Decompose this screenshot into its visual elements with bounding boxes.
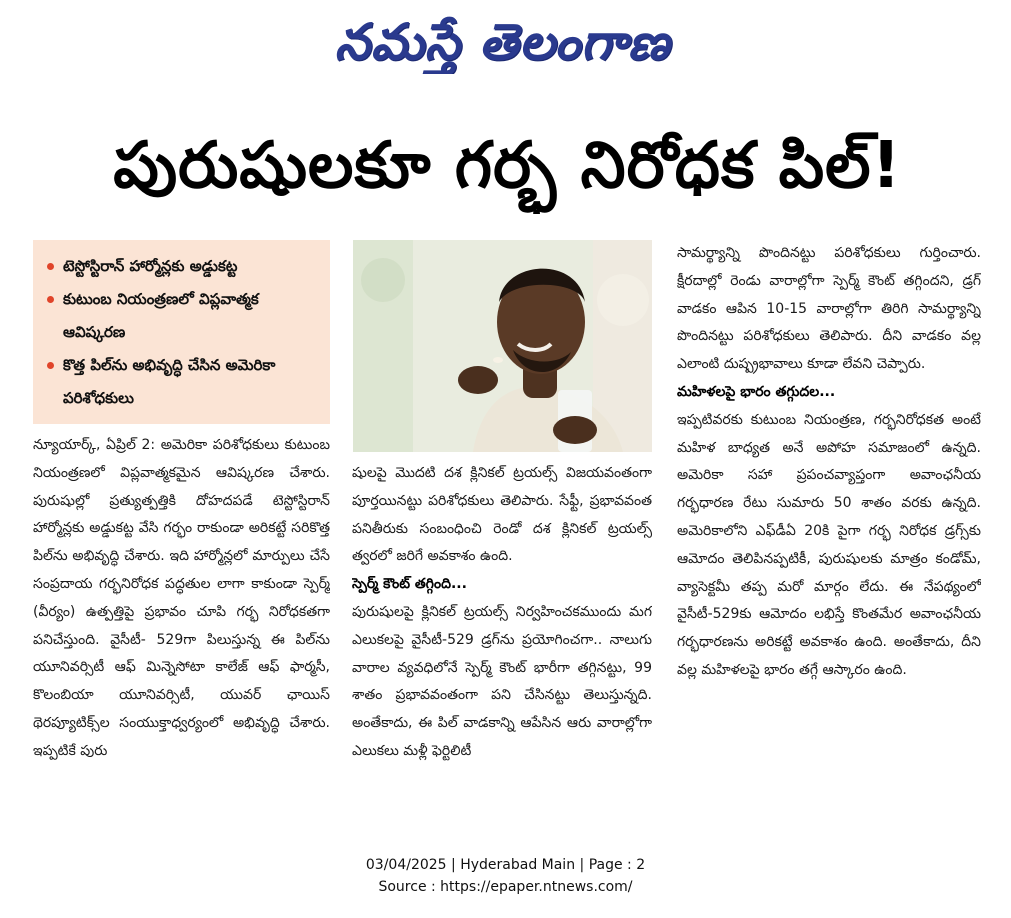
bullet-icon <box>47 263 54 270</box>
highlight-item <box>45 250 322 283</box>
article-column-3 <box>677 240 981 832</box>
bullet-icon <box>47 296 54 303</box>
highlight-text: టెస్టోస్టిరాన్‌ హార్మోన్లకు అడ్డుకట్ట <box>63 257 238 275</box>
newspaper-masthead: నమస్తే తెలంగాణ <box>334 13 671 71</box>
edition-info: 03/04/2025 | Hyderabad Main | Page : 2 <box>365 857 646 873</box>
highlight-item <box>45 349 322 415</box>
paragraph: పురుషులపై క్లినికల్‌ ట్రయల్స్‌ నిర్వహించకముందు మగ ఎలుకలపై వైసీటీ-529 డ్రగ్‌ను ప్రయోగించగా.. నాలుగు వారాల వ్యవధిలోనే స్పెర్మ్‌ కౌంట్‌ భారీగా తగ్గినట్టు, 99 శాతం ప్రభావవంతంగా పని చేసినట్టు తెలుస్తున్నది. అంతేకాదు, ఈ పిల్‌ వాడకాన్ని ఆపేసిన ఆరు వారాల్లోగా ఎలుకలు మళ్లీ ఫెర్టిలిటీ <box>352 603 652 759</box>
highlights-box <box>33 240 330 424</box>
article-column-2 <box>352 460 652 832</box>
highlight-item <box>45 283 322 349</box>
source-link[interactable]: Source : https://epaper.ntnews.com/ <box>378 879 633 895</box>
paragraph: న్యూయార్క్‌, ఏప్రిల్‌ 2: అమెరికా పరిశోధకులు కుటుంబ నియంత్రణలో విప్లవాత్మకమైన ఆవిష్కరణ చేశారు. పురుషుల్లో ప్రత్యుత్పత్తికి దోహదపడే టెస్టోస్టిరాన్‌ హార్మోన్లకు అడ్డుకట్ట వేసి గర్భం రాకుండా అరికట్టే సరికొత్త పిల్‌ను అభివృద్ధి చేశారు. ఇది హార్మోన్లలో మార్పులు చేసే సంప్రదాయ గర్భనిరోధక పద్ధతుల లాగా కాకుండా స్పెర్మ్‌ (వీర్యం) ఉత్పత్తిపై ప్రభావం చూపి గర్భ నిరోధకతగా పనిచేస్తుంది. వైసీటీ- 529గా పిలుస్తున్న ఈ పిల్‌ను యూనివర్సిటీ ఆఫ్‌ మిన్నెసోటా కాలేజ్‌ ఆఫ్‌ ఫార్మసీ, కొలంబియా యూనివర్సిటీ, యువర్‌ ఛాయిస్‌ థెరప్యూటిక్స్‌ల సంయుక్తాధ్వర్యంలో అభివృద్ధి చేశారు. ఇప్పటికే పురు <box>33 437 330 759</box>
highlights-list <box>45 250 322 415</box>
highlight-text: కుటుంబ నియంత్రణలో విప్లవాత్మక ఆవిష్కరణ <box>63 290 259 341</box>
paragraph: షులపై మొదటి దశ క్లినికల్‌ ట్రయల్స్‌ విజయవంతంగా పూర్తయినట్టు పరిశోధకులు తెలిపారు. సేఫ్టీ, ప్రభావవంత పనితీరుకు సంబంధించి రెండో దశ క్లినికల్‌ ట్రయల్స్‌ త్వరలో జరిగే అవకాశం ఉంది. <box>352 465 652 565</box>
section-subheading: మహిళలపై భారం తగ్గుదల... <box>677 383 836 400</box>
article-column-1 <box>33 432 330 832</box>
highlight-text: కొత్త పిల్‌ను అభివృద్ధి చేసిన అమెరికా పరిశోధకులు <box>63 356 276 407</box>
man-taking-pill-photo <box>353 240 652 452</box>
bullet-icon <box>47 362 54 369</box>
paragraph: ఇప్పటివరకు కుటుంబ నియంత్రణ, గర్భనిరోధకత అంటే మహిళ బాధ్యత అనే అపోహ సమాజంలో ఉన్నది. అమెరికా సహా ప్రపంచవ్యాప్తంగా అవాంఛనీయ గర్భధారణ రేటు సుమారు 50 శాతం వరకు ఉన్నది. అమెరికాలోని ఎఫ్‌డీఏ 20కి పైగా గర్భ నిరోధక డ్రగ్స్‌కు ఆమోదం తెలిపినప్పటికీ, పురుషులకు మాత్రం కండోమ్‌, వ్యాసెక్టమీ తప్ప మరో మార్గం లేదు. ఈ నేపథ్యంలో వైసీటీ-529కు ఆమోదం లభిస్తే కొంతమేర అవాంఛనీయ గర్భధారణను అరికట్టే అవకాశం ఉంది. అంతేకాదు, దీని వల్ల మహిళలపై భారం తగ్గే ఆస్కారం ఉంది. <box>677 411 981 678</box>
paragraph: సామర్థ్యాన్ని పొందినట్టు పరిశోధకులు గుర్తించారు. క్షీరదాల్లో రెండు వారాల్లోగా స్పెర్మ్‌ కౌంట్‌ తగ్గిందని, డ్రగ్‌ వాడకం ఆపిన 10-15 వారాల్లోగా తిరిగి సామర్థ్యాన్ని పొందినట్టు పరిశోధకులు తెలిపారు. దీని వాడకం వల్ల ఎలాంటి దుష్ప్రభావాలు కూడా లేవని చెప్పారు. <box>677 245 981 373</box>
page-footer <box>0 854 1011 898</box>
photo-illustration <box>353 240 652 452</box>
section-subheading: స్పెర్మ్‌ కౌంట్‌ తగ్గింది... <box>352 576 467 593</box>
article-headline: పురుషులకూ గర్భ నిరోధక పిల్‌! <box>113 129 902 203</box>
